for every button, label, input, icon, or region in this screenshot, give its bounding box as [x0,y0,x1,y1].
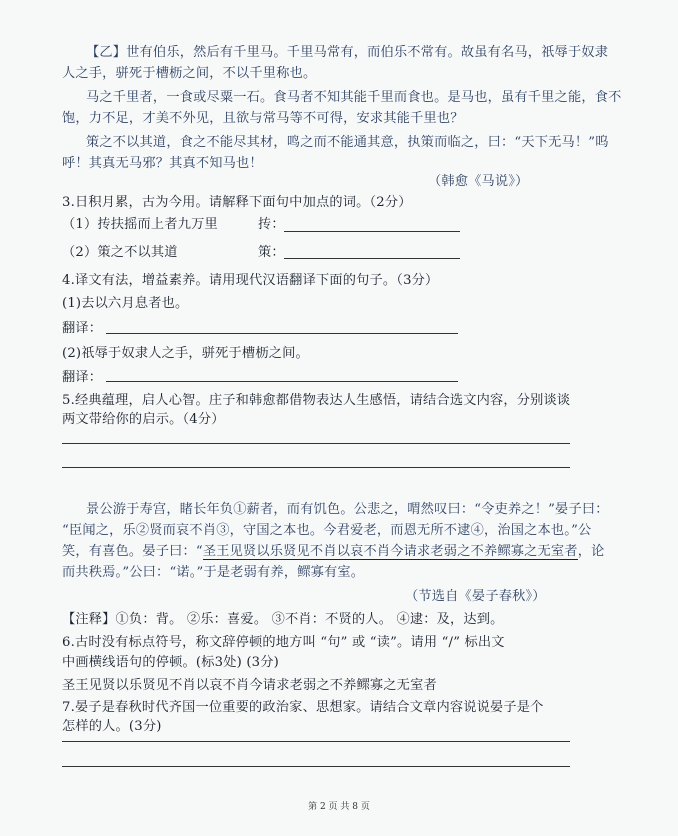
passage-yi-line-5: 策之不以其道，食之不能尽其材，鸣之而不能通其意，执策而临之，曰：“天下无马！”呜 [86,135,609,150]
q3-answer-1-line[interactable] [284,231,460,232]
underlined-sentence: 圣王见贤以乐贤见不肖以哀不肖今请求老弱之不养鳏寡之无室者 [202,544,578,559]
passage-bing-line-1: 景公游于寿宫，睹长年负①薪者，而有饥色。公悲之，喟然叹曰：“令吏养之！”晏子曰： [86,502,609,517]
q5-line-1: 5.经典蕴理，启人心智。庄子和韩愈都借物表达人生感悟，请结合选文内容，分别谈谈 [62,393,571,408]
q7-line-2: 怎样的人。(3分) [62,719,162,734]
q7-answer-line-1[interactable] [62,741,570,742]
passage-yi-line-4: 饱，力不足，才美不外见，且欲与常马等不可得，安求其能千里也？ [62,111,464,126]
q4-stem: 4.译文有法，增益素养。请用现代汉语翻译下面的句子。（3分） [62,273,439,288]
q4-label-1: 翻译： [62,321,103,336]
q6-line-2: 中画横线语句的停顿。(标3处) (3分) [62,655,279,670]
q3-item-1-word: 抟： [258,217,285,232]
passage-yi-line-2: 人之手，骈死于槽枥之间，不以千里称也。 [62,66,317,81]
q7-line-1: 7.晏子是春秋时代齐国一位重要的政治家、思想家。请结合文章内容说说晏子是个 [62,700,544,715]
q3-item-1: （1）抟扶摇而上者九万里 [62,217,218,232]
q7-answer-line-2[interactable] [62,766,570,767]
passage-bing-line-3-end: ，论 [577,544,605,559]
passage-bing-line-4: 而共秩焉。”公曰：“诺。”于是老弱有养，鳏寡有室。 [62,565,365,580]
q4-answer-1-line[interactable] [106,333,458,334]
q6-sentence[interactable]: 圣王见贤以乐贤见不肖以哀不肖今请求老弱之不养鳏寡之无室者 [62,678,437,693]
q5-line-2: 两文带给你的启示。（4分） [62,412,225,427]
q3-item-2-word: 策： [258,245,285,260]
passage-yi-source: （韩愈《马说》） [428,174,529,189]
q4-label-2: 翻译： [62,370,103,385]
passage-yi-line-3: 马之千里者，一食或尽粟一石。食马者不知其能千里而食也。是马也，虽有千里之能，食不 [86,90,622,105]
q4-answer-2-line[interactable] [106,381,458,382]
passage-bing-line-2: “臣闻之，乐②贤而哀不肖③，守国之本也。今君爱老，而恩无所不逮④，治国之本也。”公 [62,523,592,538]
q4-item-2: (2)祇辱于奴隶人之手，骈死于槽枥之间。 [62,346,309,361]
passage-bing-line-3-start: 笑，有喜色。晏子曰：“ [62,544,203,559]
q3-item-2: （2）策之不以其道 [62,245,178,260]
passage-yi-line-6: 呼！其真无马邪？其真不知马也！ [62,156,263,171]
passage-yi-line-1: 【乙】世有伯乐，然后有千里马。千里马常有，而伯乐不常有。故虽有名马，祇辱于奴隶 [86,45,609,60]
page-footer: 第 2 页 共 8 页 [308,802,370,812]
q3-stem: 3.日积月累，古为今用。请解释下面句中加点的词。（2分） [62,195,412,210]
q3-answer-2-line[interactable] [284,258,460,259]
notes: 【注释】①负：背。 ②乐：喜爱。 ③不肖：不贤的人。 ④逮：及，达到。 [62,612,504,627]
q6-line-1: 6.古时没有标点符号，称文辞停顿的地方叫 “句” 或 “读”。请用 “/” 标出文 [62,635,505,650]
q5-answer-line-2[interactable] [62,467,570,468]
q5-answer-line-1[interactable] [62,443,570,444]
q4-item-1: (1)去以六月息者也。 [62,296,189,311]
passage-bing-source: （节选自《晏子春秋》） [405,589,546,604]
passage-bing-line-3 [62,541,604,562]
